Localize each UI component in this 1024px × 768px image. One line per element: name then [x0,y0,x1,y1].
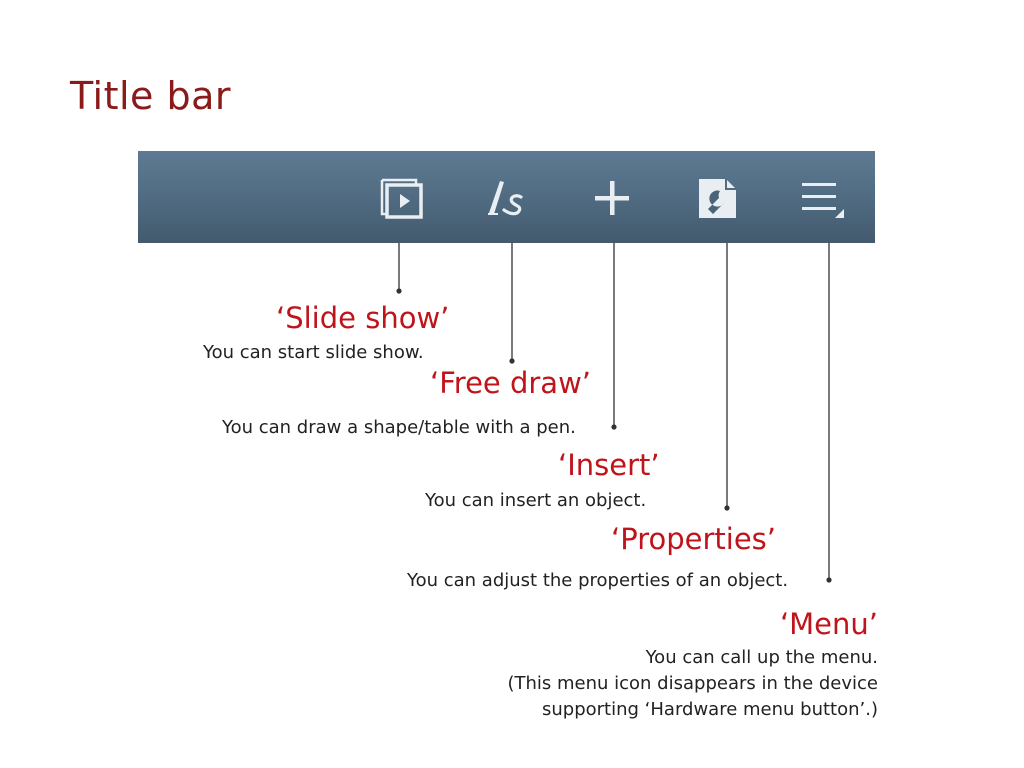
properties-icon [692,173,742,223]
free-draw-description: You can draw a shape/table with a pen. [222,417,576,438]
menu-button[interactable] [796,172,848,224]
slide-show-label: ‘Slide show’ [276,301,450,335]
slide-show-icon [377,173,427,223]
properties-button[interactable] [691,172,743,224]
slide-show-button[interactable] [376,172,428,224]
menu-description-line-1: You can call up the menu. [645,647,878,668]
menu-label: ‘Menu’ [779,607,878,641]
plus-icon [587,173,637,223]
menu-description-line-3: supporting ‘Hardware menu button’.) [542,699,878,720]
insert-label: ‘Insert’ [558,448,660,482]
properties-description: You can adjust the properties of an object. [407,570,789,591]
free-draw-button[interactable] [481,172,533,224]
free-draw-icon [482,173,532,223]
properties-label: ‘Properties’ [611,522,776,556]
free-draw-label: ‘Free draw’ [430,366,592,400]
menu-description-line-2: (This menu icon disappears in the device [507,673,878,694]
page-title: Title bar [70,74,232,118]
insert-button[interactable] [586,172,638,224]
menu-icon [797,173,847,223]
insert-description: You can insert an object. [425,490,647,511]
slide-show-description: You can start slide show. [203,342,424,363]
